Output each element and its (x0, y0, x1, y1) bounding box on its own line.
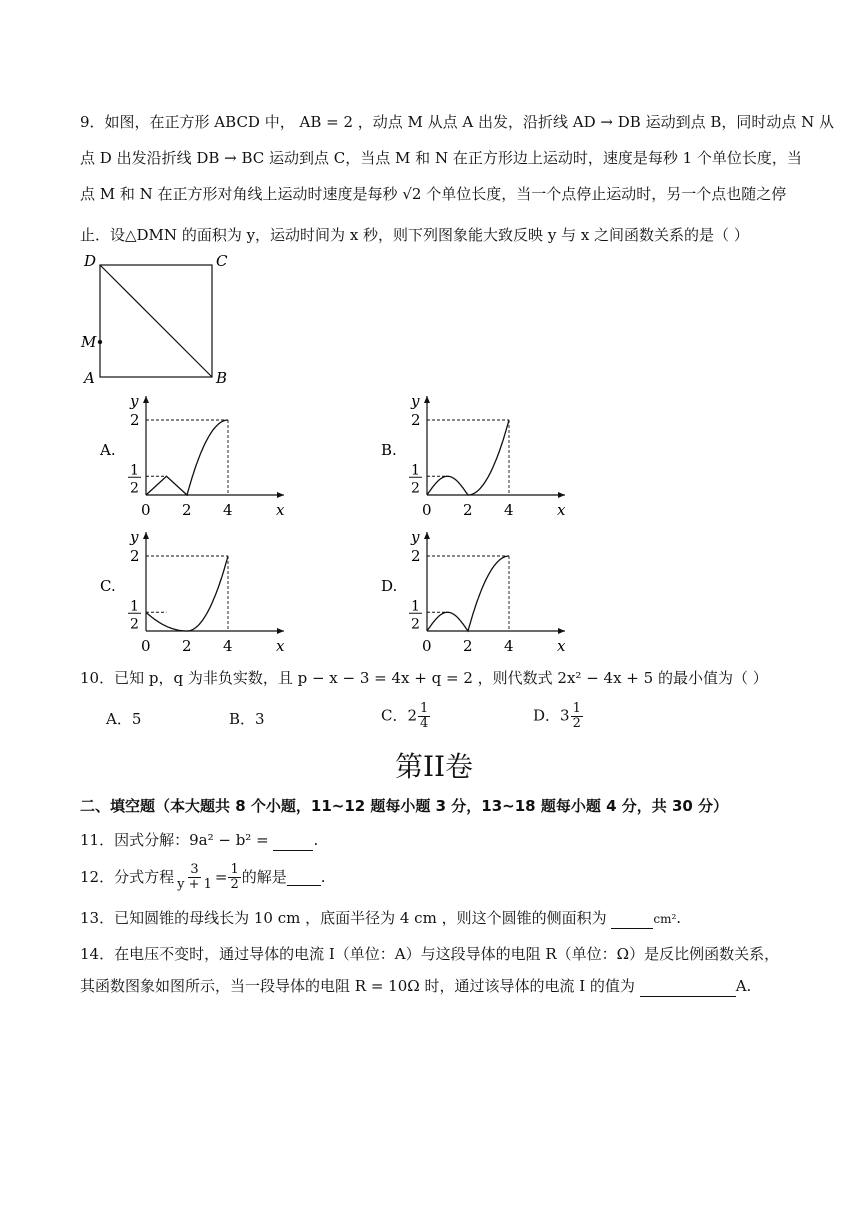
q13-end: . (676, 909, 682, 927)
point-m (98, 340, 102, 344)
y-axis-label: y (411, 528, 420, 546)
fraction-one-half: $\frac{1}{2}$ (572, 701, 581, 731)
x-tick-label: 4 (223, 501, 233, 518)
q14-line-2-text: 其函数图象如图所示，当一段导体的电阻 R = 10Ω 时，通过该导体的电流 I 的值为 (80, 977, 635, 995)
label-c: C (216, 252, 228, 270)
q11 (80, 830, 318, 851)
q14-end: A. (735, 977, 752, 995)
x-axis-arrow (277, 492, 284, 498)
graph-svg (96, 388, 296, 518)
q11-answer-blank[interactable] (273, 830, 313, 851)
x-tick-label: 4 (504, 637, 514, 654)
x-axis-arrow (558, 492, 565, 498)
q10-option-d[interactable] (533, 702, 584, 731)
q10-stem: 10．已知 p，q 为非负实数，且 p − x − 3 = 4x + q = 2 ，则代数式 2x² − 4x + 5 的最小值为（ ） (80, 669, 768, 687)
q9-line-4: 止．设△DMN 的面积为 y，运动时间为 x 秒，则下列图象能大致反映 y 与 x 之间函数关系的是（ ） (80, 226, 749, 244)
graph-option-label: B. (381, 441, 397, 459)
q10-option-c-prefix: C．2 (381, 706, 418, 725)
x-tick-label: 0 (141, 501, 151, 518)
q13-text: 13．已知圆锥的母线长为 10 cm ，底面半径为 4 cm ，则这个圆锥的侧面积为 (80, 909, 607, 927)
y-tick-half-numerator: 1 (130, 598, 139, 615)
q10-option-b[interactable]: B．3 (229, 710, 265, 728)
y-tick-label: 2 (130, 411, 140, 429)
graph-option-a[interactable] (96, 388, 296, 518)
function-curve (427, 556, 509, 631)
x-tick-label: 2 (182, 637, 192, 654)
q9-line-1: 9．如图，在正方形 ABCD 中， AB = 2 ，动点 M 从点 A 出发，沿折线 AD → DB 运动到点 B，同时动点 N 从 (80, 113, 835, 131)
y-axis-arrow (143, 532, 149, 539)
x-tick-label: 2 (463, 637, 473, 654)
graph-svg (96, 524, 296, 654)
diagonal-db (100, 265, 212, 377)
y-axis-arrow (143, 396, 149, 403)
q13-unit: cm² (653, 912, 677, 926)
fraction-one-quarter: $\frac{1}{4}$ (420, 701, 429, 731)
y-tick-half-denominator: 2 (130, 616, 139, 633)
q12-prefix: 12．分式方程 (80, 868, 175, 886)
graph-option-label: D. (381, 577, 398, 595)
y-axis-label: y (130, 528, 139, 546)
label-a: A (84, 369, 95, 387)
y-axis-label: y (411, 392, 420, 410)
q10-option-d-prefix: D．3 (533, 706, 570, 725)
label-b: B (216, 369, 228, 387)
graph-option-label: C. (100, 577, 116, 595)
x-tick-label: 2 (182, 501, 192, 518)
sqrt-two: √2 (402, 185, 422, 203)
label-d: D (84, 252, 97, 270)
function-curve (146, 556, 228, 631)
x-tick-label: 2 (463, 501, 473, 518)
graph-option-label: A. (100, 441, 116, 459)
q9-line-3-b: 个单位长度，当一个点停止运动时，另一个点也随之停 (426, 185, 787, 203)
q11-text: 11．因式分解：9a² − b² = (80, 831, 269, 849)
graph-svg (377, 388, 577, 518)
y-tick-half-numerator: 1 (411, 598, 420, 615)
q13 (80, 908, 681, 929)
q9-line-3-a: 点 M 和 N 在正方形对角线上运动时速度是每秒 (80, 185, 398, 203)
x-tick-label: 4 (504, 501, 514, 518)
graph-option-c[interactable] (96, 524, 296, 654)
q11-end: . (313, 831, 319, 849)
q14-line-1: 14．在电压不变时，通过导体的电流 I（单位：A）与这段导体的电阻 R（单位：Ω）是反比例函数关系， (80, 945, 780, 963)
square-figure (80, 250, 240, 390)
y-tick-half-numerator: 1 (130, 462, 139, 479)
q12-equals: = (214, 868, 228, 886)
function-curve (146, 420, 228, 495)
q12-answer-blank[interactable] (287, 869, 321, 886)
q12-fraction-right: $\frac{1}{2}$ (230, 861, 239, 892)
q14-line-2 (80, 976, 751, 997)
x-tick-label: 0 (422, 501, 432, 518)
y-tick-label: 2 (411, 547, 421, 565)
y-axis-label: y (130, 392, 139, 410)
q9-line-3 (80, 184, 786, 204)
section-header: 二、填空题（本大题共 8 个小题，11~12 题每小题 3 分，13~18 题每小题 4 分，共 30 分） (80, 797, 729, 815)
x-axis-label: x (276, 637, 285, 654)
q13-answer-blank[interactable] (611, 908, 653, 929)
graph-option-d[interactable] (377, 524, 577, 654)
y-tick-half-numerator: 1 (411, 462, 420, 479)
y-axis-arrow (424, 532, 430, 539)
q9-line-2: 点 D 出发沿折线 DB → BC 运动到点 C，当点 M 和 N 在正方形边上运动时，速度是每秒 1 个单位长度，当 (80, 149, 802, 167)
q12 (80, 862, 326, 892)
x-axis-arrow (558, 628, 565, 634)
x-tick-label: 4 (223, 637, 233, 654)
volume-title: 第II卷 (394, 750, 474, 783)
x-tick-label: 0 (141, 637, 151, 654)
q10-option-a[interactable]: A．5 (106, 710, 142, 728)
q12-suffix: 的解是 (241, 868, 287, 886)
y-tick-half-denominator: 2 (411, 480, 420, 497)
q10-option-c[interactable] (381, 702, 431, 731)
y-tick-label: 2 (411, 411, 421, 429)
function-curve (427, 420, 509, 495)
x-axis-label: x (276, 501, 285, 518)
q12-end: . (320, 868, 326, 886)
graph-option-b[interactable] (377, 388, 577, 518)
y-tick-half-denominator: 2 (130, 480, 139, 497)
y-axis-arrow (424, 396, 430, 403)
x-axis-label: x (557, 501, 566, 518)
x-axis-label: x (557, 637, 566, 654)
q12-fraction-left: $\frac{3}{y + 1}$ (177, 861, 212, 892)
label-m: M (81, 333, 97, 351)
x-axis-arrow (277, 628, 284, 634)
x-tick-label: 0 (422, 637, 432, 654)
q14-answer-blank[interactable] (640, 976, 736, 997)
y-tick-half-denominator: 2 (411, 616, 420, 633)
y-tick-label: 2 (130, 547, 140, 565)
graph-svg (377, 524, 577, 654)
